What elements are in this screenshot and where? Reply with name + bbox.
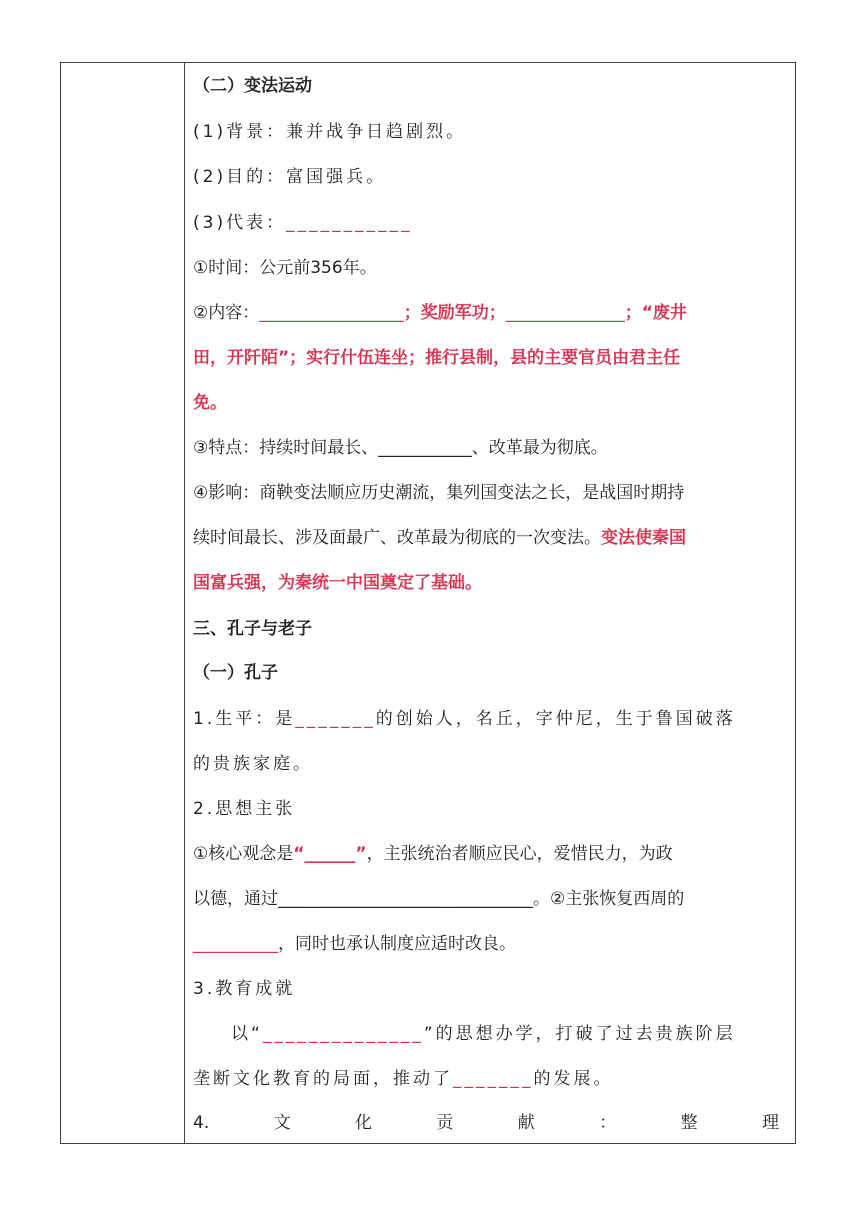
- reform-background: (1)背景：兼并战争日趋剧烈。: [193, 122, 467, 142]
- education-start: 以“: [231, 1024, 263, 1044]
- representative-blank: ___________: [286, 213, 413, 233]
- section-heading-confucius-laozi: 三、孔子与老子: [193, 619, 312, 639]
- section-heading-reform: （二）变法运动: [193, 76, 312, 96]
- culture-char: ：: [599, 1113, 617, 1133]
- thought-line2-start: 以德，通过: [193, 889, 278, 909]
- content-label: ②内容：: [193, 303, 260, 323]
- representative-label: (3)代表：: [193, 213, 287, 233]
- confucius-life-line1: [193, 707, 736, 731]
- reform-content-line3: 免。: [193, 393, 227, 413]
- thought-blank-2: ______________________________: [278, 889, 533, 909]
- content-cell: [193, 63, 785, 1143]
- thought-line3: [193, 932, 516, 956]
- content-blank-1: _________________: [259, 303, 404, 323]
- feature-label: ③特点：持续时间最长、: [193, 438, 379, 458]
- left-column-cell: [61, 63, 185, 1143]
- content-blank-2: ______________: [505, 303, 625, 323]
- education-heading: 3.教育成就: [193, 979, 296, 999]
- life-label: 1.生平：是: [193, 709, 296, 729]
- culture-char: 献: [517, 1113, 535, 1133]
- thought-line2-end: 。②主张恢复西周的: [533, 889, 685, 909]
- reform-content-line2: 田，开阡陌”；实行什伍连坐；推行县制，县的主要官员由君主任: [193, 348, 681, 368]
- reform-impact-line3: 国富兵强，为秦统一中国奠定了基础。: [193, 573, 482, 593]
- culture-char: 整: [680, 1113, 698, 1133]
- culture-char: 化: [355, 1113, 373, 1133]
- reform-content-line1: [193, 301, 687, 325]
- life-blank: _______: [295, 709, 376, 729]
- thought-line2: [193, 887, 684, 911]
- reform-time: ①时间：公元前356年。: [193, 258, 377, 278]
- feature-blank: ___________: [378, 438, 472, 458]
- reform-purpose: (2)目的：富国强兵。: [193, 167, 387, 187]
- reform-impact-line1: ④影响：商鞅变法顺应历史潮流，集列国变法之长，是战国时期持: [193, 483, 685, 503]
- culture-char: 理: [761, 1113, 779, 1133]
- content-mid: ；奖励军功；: [403, 303, 506, 323]
- thought-line3-end: ，同时也承认制度应适时改良。: [278, 934, 516, 954]
- reform-feature: [193, 436, 608, 460]
- education-line2-end: 的发展。: [533, 1069, 614, 1089]
- education-line2-start: 垄断文化教育的局面，推动了: [193, 1069, 453, 1089]
- culture-char: 贡: [436, 1113, 454, 1133]
- content-tail: ；“废井: [624, 303, 687, 323]
- education-line2: [193, 1067, 614, 1091]
- culture-char: 4.: [193, 1113, 210, 1133]
- education-blank-2: _______: [453, 1069, 534, 1089]
- culture-contribution-line: [193, 1111, 779, 1135]
- education-line1: [231, 1022, 736, 1046]
- sub-heading-confucius: （一）孔子: [193, 663, 278, 683]
- thought-quote-blank: “______”: [293, 844, 367, 864]
- thought-tail: ，主张统治者顺应民心，爱惜民力，为政: [366, 844, 673, 864]
- thought-heading: 2.思想主张: [193, 799, 296, 819]
- impact-line2-text: 续时间最长、涉及面最广、改革最为彻底的一次变法。: [193, 528, 601, 548]
- life-tail: 的创始人，名丘，字仲尼，生于鲁国破落: [375, 709, 736, 729]
- education-tail: ”的思想办学，打破了过去贵族阶层: [423, 1024, 736, 1044]
- education-blank-1: ______________: [262, 1024, 424, 1044]
- lesson-table: [60, 62, 796, 1144]
- reform-representative: [193, 211, 413, 235]
- culture-char: 文: [273, 1113, 291, 1133]
- thought-label: ①核心观念是: [193, 844, 294, 864]
- impact-line2-highlight: 变法使秦国: [601, 528, 686, 548]
- confucius-life-line2: 的贵族家庭。: [193, 754, 313, 774]
- reform-impact-line2: [193, 526, 686, 550]
- feature-tail: 、改革最为彻底。: [471, 438, 608, 458]
- thought-line1: [193, 842, 673, 866]
- thought-blank-3: __________: [193, 934, 278, 954]
